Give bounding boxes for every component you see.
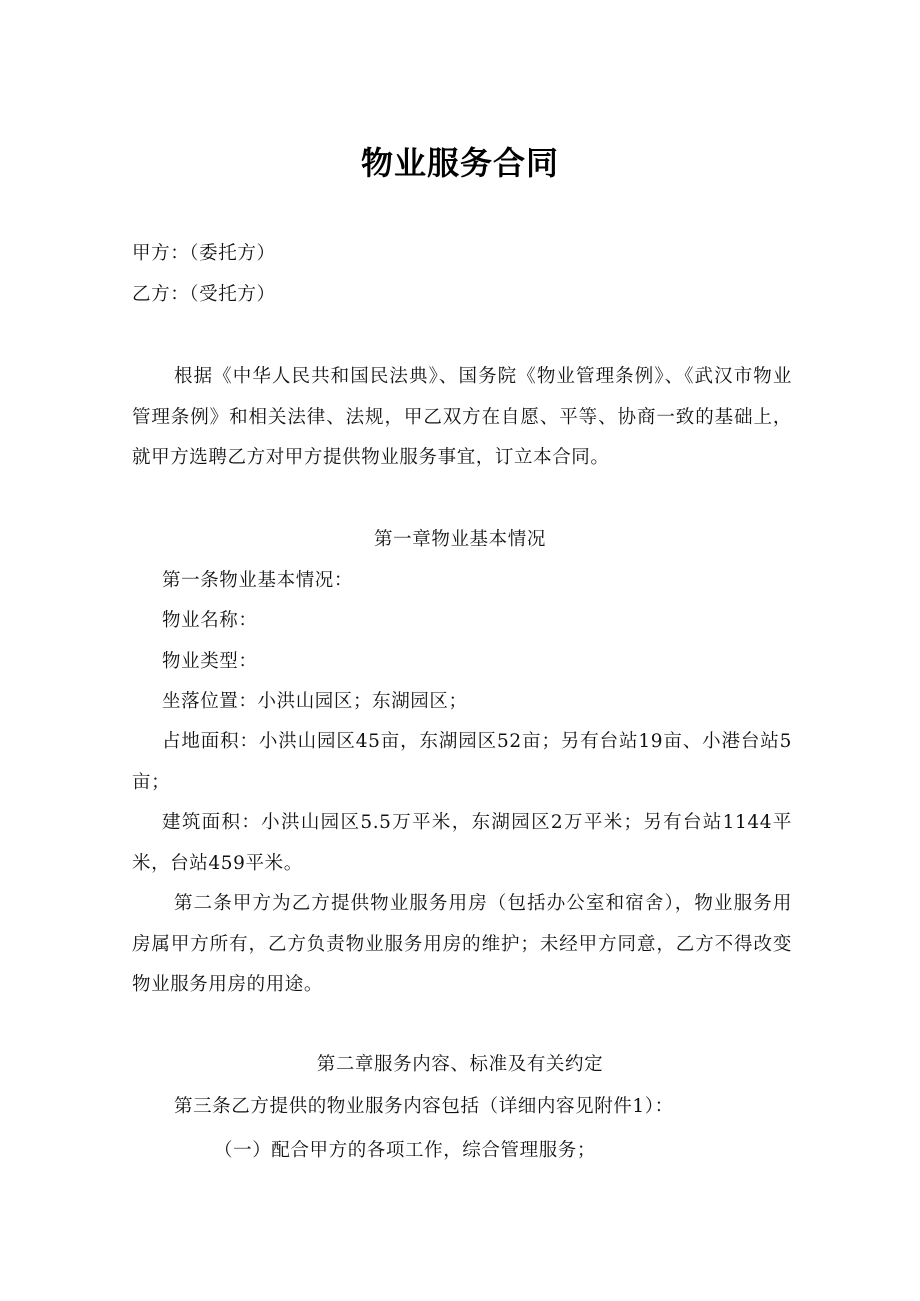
service-item-1: （一）配合甲方的各项工作，综合管理服务； [214, 1140, 597, 1161]
building-area-paragraph: 建筑面积：小洪山园区5.5万平米，东湖园区2万平米；另有台站1144平米，台站459平米。 [132, 812, 792, 874]
chapter-1-heading: 第一章物业基本情况 [374, 529, 546, 550]
property-name-field: 物业名称： [162, 610, 258, 631]
article-2-paragraph: 第二条甲方为乙方提供物业服务用房（包括办公室和宿舍），物业服务用房属甲方所有，乙方负责物业服务用房的维护；未经甲方同意，乙方不得改变物业服务用房的用途。 [132, 893, 792, 995]
document-title: 物业服务合同 [360, 144, 559, 182]
land-area-paragraph: 占地面积：小洪山园区45亩，东湖园区52亩；另有台站19亩、小港台站5亩； [132, 731, 792, 793]
article-3: 第三条乙方提供的物业服务内容包括（详细内容见附件1）： [174, 1096, 674, 1117]
article-1: 第一条物业基本情况： [162, 570, 354, 591]
chapter-2-heading: 第二章服务内容、标准及有关约定 [316, 1054, 604, 1075]
property-type-field: 物业类型： [162, 651, 258, 672]
location-field: 坐落位置：小洪山园区；东湖园区； [162, 691, 468, 712]
preamble-paragraph: 根据《中华人民共和国民法典》、国务院《物业管理条例》、《武汉市物业管理条例》和相关法律、法规，甲乙双方在自愿、平等、协商一致的基础上，就甲方选聘乙方对甲方提供物业服务事宜，订立本合同。 [132, 366, 792, 468]
party-a-line: 甲方：（委托方） [132, 243, 276, 264]
party-b-line: 乙方：（受托方） [132, 284, 276, 305]
